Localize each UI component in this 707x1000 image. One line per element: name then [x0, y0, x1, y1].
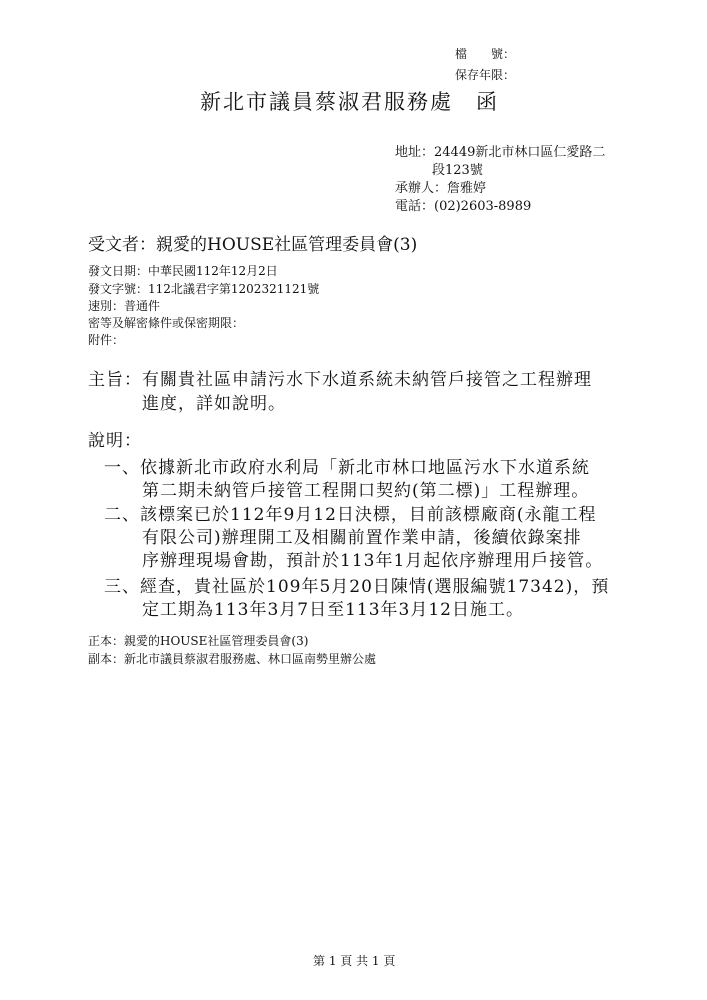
explanation-heading: 說明： — [88, 431, 142, 451]
document-title: 新北市議員蔡淑君服務處 函 — [200, 90, 499, 114]
explanation-item2-line2: 有限公司)辦理開工及相關前置作業申請，後續依錄案排 — [142, 528, 582, 548]
page-number: 第 1 頁 共 1 頁 — [313, 954, 396, 968]
explanation-item3-line2: 定工期為113年3月7日至113年3月12日施工。 — [142, 600, 524, 620]
classification: 密等及解密條件或保密期限： — [88, 316, 245, 330]
original-recipient: 正本：親愛的HOUSE社區管理委員會(3) — [88, 634, 309, 648]
file-number-label: 檔 號： — [455, 47, 516, 61]
retention-period-label: 保存年限： — [455, 68, 516, 82]
sender-address-line1: 地址：24449新北市林口區仁愛路二 — [395, 145, 606, 160]
subject-line2: 進度，詳如說明。 — [142, 394, 286, 414]
recipient: 受文者：親愛的HOUSE社區管理委員會(3) — [88, 235, 418, 255]
explanation-item2-line3: 序辦理現場會勘，預計於113年1月起依序辦理用戶接管。 — [142, 551, 604, 571]
explanation-item1-line2: 第二期未納管戶接管工程開口契約(第二標)」工程辦理。 — [142, 481, 590, 501]
document-number: 發文字號：112北議君字第1202321121號 — [88, 282, 320, 296]
sender-address-line2: 段123號 — [432, 163, 483, 178]
explanation-item2-line1: 二、該標案已於112年9月12日決標，目前該標廠商(永龍工程 — [104, 505, 597, 525]
copy-recipients: 副本：新北市議員蔡淑君服務處、林口區南勢里辦公處 — [88, 652, 377, 666]
delivery-speed: 速別：普通件 — [88, 299, 161, 313]
subject-line1: 主旨：有關貴社區申請污水下水道系統未納管戶接管之工程辦理 — [88, 370, 592, 390]
attachment: 附件： — [88, 333, 125, 347]
sender-contact: 承辦人：詹雅婷 — [395, 181, 487, 196]
issue-date: 發文日期：中華民國112年12月2日 — [88, 264, 278, 278]
sender-phone: 電話：(02)2603-8989 — [395, 199, 532, 214]
explanation-item1-line1: 一、依據新北市政府水利局「新北市林口地區污水下水道系統 — [104, 458, 590, 478]
explanation-item3-line1: 三、經查，貴社區於109年5月20日陳情(選服編號17342)，預 — [104, 577, 610, 597]
